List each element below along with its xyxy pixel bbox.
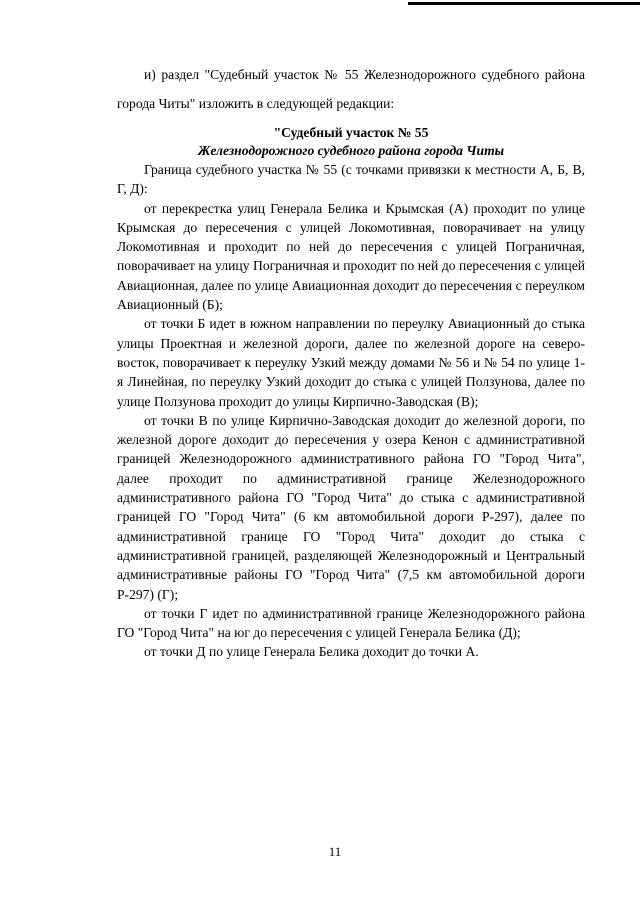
top-rule (408, 2, 640, 5)
intro-paragraph: и) раздел "Судебный участок № 55 Железнодорожного судебного района города Читы" изложить в следующей редакции: (117, 67, 585, 111)
section-heading-line1: "Судебный участок № 55 (273, 125, 429, 140)
paragraph-point-v: от точки В по улице Кирпично-Заводская доходит до железной дороги, по железной дороге доходит до пересечения у озера Кенон с административной границей Железнодорожного административного района ГО "Город Чита", далее проходит по административной границе Железнодорожного административного района ГО "Город Чита" до стыка с административной границей ГО "Город Чита" (6 км автомобильной дороги Р-297), далее по административной границе ГО "Город Чита" доходит до стыка с административной границей, разделяющей Железнодорожный и Центральный административные районы ГО "Город Чита" (7,5 км автомобильной дороги Р-297) (Г); (117, 412, 585, 602)
paragraph-point-a: от перекрестка улиц Генерала Белика и Крымская (А) проходит по улице Крымская до пересечения с улицей Локомотивная, поворачивает на улицу Локомотивная и проходит по ней до пересечения с улицей Пограничная, поворачивает на улицу Пограничная и проходит по ней до пересечения с улицей Авиационная, далее по улице Авиационная доходит до пересечения с переулком Авиационный (Б); (117, 200, 585, 313)
page-number: 11 (328, 844, 342, 859)
paragraph-point-g: от точки Г идет по административной границе Железнодорожного района ГО "Город Чита" на юг до пересечения с улицей Генерала Белика (Д); (117, 605, 585, 641)
paragraph-point-b: от точки Б идет в южном направлении по переулку Авиационный до стыка улицы Проектная и железной дороги, далее по железной дороге на северо-восток, поворачивает к переулку Узкий между домами № 56 и № 54 по улице 1-я Линейная, по переулку Узкий доходит до стыка с улицей Ползунова, далее по улице Ползунова проходит до улицы Кирпично-Заводская (В); (117, 316, 585, 409)
document-body (117, 60, 585, 662)
paragraph-point-d: от точки Д по улице Генерала Белика доходит до точки А. (144, 644, 479, 660)
section-heading-line2: Железнодорожного судебного района города Читы (197, 143, 505, 158)
paragraph-boundary-intro: Граница судебного участка № 55 (с точками привязки к местности А, Б, В, Г, Д): (117, 162, 585, 197)
